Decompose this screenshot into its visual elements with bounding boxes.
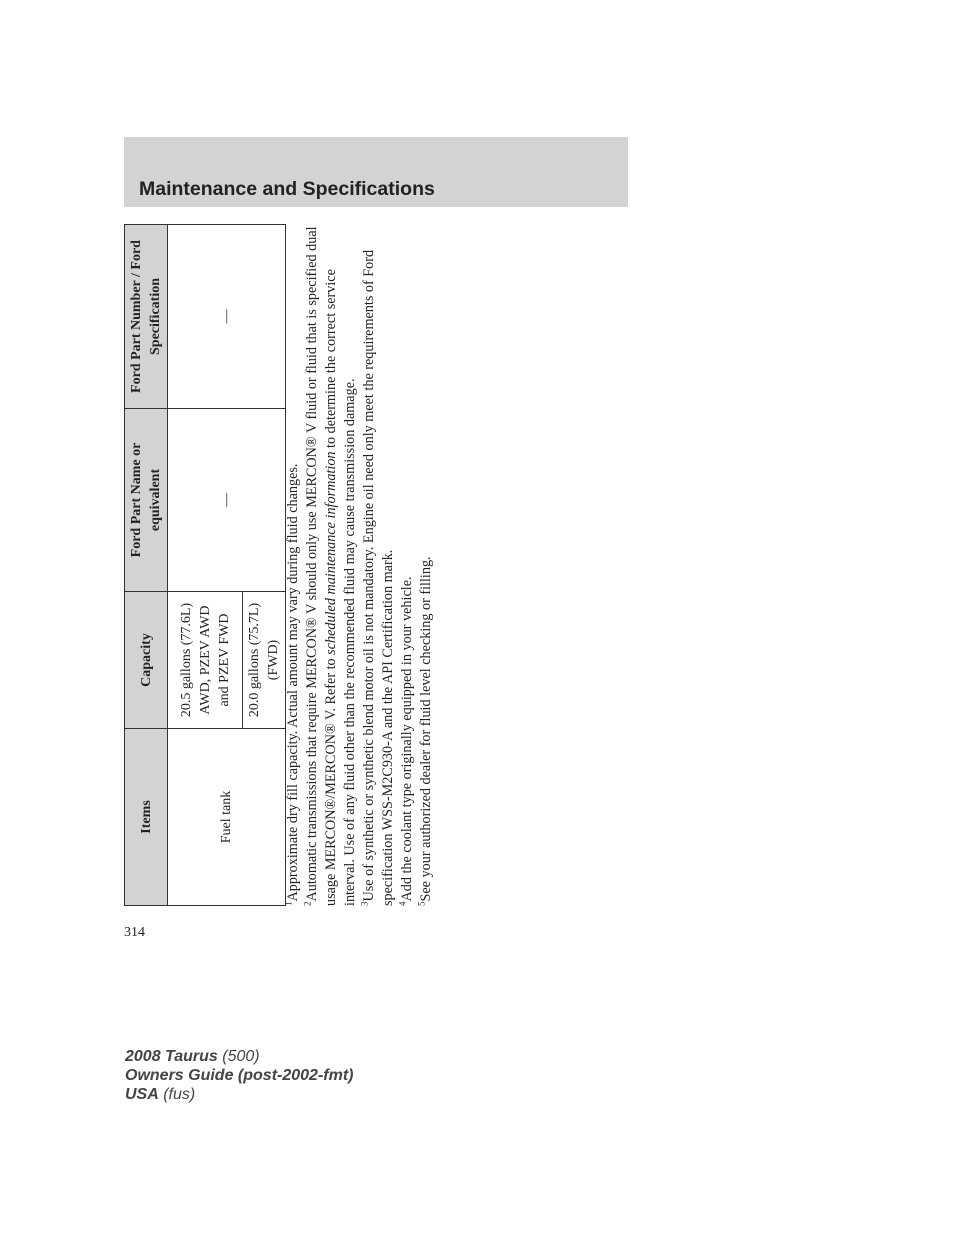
rotated-content-inner xyxy=(124,225,484,906)
footnote-mark: 3 xyxy=(359,901,370,906)
footer-line-2: Owners Guide (post-2002-fmt) xyxy=(125,1067,354,1084)
column-header-capacity: Capacity xyxy=(125,592,168,729)
cell-capacity-fwd: 20.0 gallons (75.7L) (FWD) xyxy=(243,592,286,729)
footnote-text: See your authorized dealer for fluid level checking or filling. xyxy=(418,556,434,902)
footer-line-3 xyxy=(125,1085,353,1104)
footnote-text: to determine the correct service interval. Use of any fluid other than the recommended fluid may cause transmission damage. xyxy=(323,269,358,906)
footnote-2 xyxy=(303,225,360,906)
fluid-capacity-table xyxy=(124,224,286,906)
footnote-5 xyxy=(417,225,436,906)
table-header-row xyxy=(125,225,168,906)
column-header-items: Items xyxy=(125,729,168,906)
cell-capacity-awd: 20.5 gallons (77.6L) AWD, PZEV AWD and PZEV FWD xyxy=(168,592,243,729)
footer-model: 2008 Taurus xyxy=(125,1048,218,1065)
cell-part-number: — xyxy=(168,225,286,409)
footnote-3 xyxy=(360,225,398,906)
footnote-mark: 1 xyxy=(283,901,294,906)
footnote-mark: 2 xyxy=(302,901,313,906)
footnote-text: Use of synthetic or synthetic blend motor oil is not mandatory. Engine oil need only meet the requirements of Ford specification WSS-M2C930-A and the API Certification mark. xyxy=(361,249,396,906)
footnote-mark: 5 xyxy=(416,901,427,906)
footer-market-code: (fus) xyxy=(158,1086,196,1103)
section-title: Maintenance and Specifications xyxy=(139,178,435,200)
footnote-text: Approximate dry fill capacity. Actual amount may vary during fluid changes. xyxy=(285,463,301,902)
footer-market: USA xyxy=(125,1086,159,1103)
footer-line-1 xyxy=(125,1047,353,1066)
footnote-text: Add the coolant type originally equipped in your vehicle. xyxy=(399,576,415,902)
footnote-emphasis: scheduled maintenance information xyxy=(323,451,339,655)
footnote-1 xyxy=(284,225,303,906)
footnotes xyxy=(284,225,436,906)
page-number: 314 xyxy=(124,925,145,940)
column-header-part-name: Ford Part Name or equivalent xyxy=(125,409,168,592)
rotated-content-area xyxy=(124,225,484,906)
column-header-part-number: Ford Part Number / Ford Specification xyxy=(125,225,168,409)
cell-item: Fuel tank xyxy=(168,729,286,906)
footnote-mark: 4 xyxy=(397,901,408,906)
footnote-4 xyxy=(398,225,417,906)
table-row xyxy=(168,225,243,906)
footnote-text: Automatic transmissions that require MERCON® V should only use MERCON® V fluid or fluid that is specified dual usage MERCON®/MERCON® V. Refer to xyxy=(304,226,339,906)
footer-model-code: (500) xyxy=(217,1048,260,1065)
cell-part-name: — xyxy=(168,409,286,592)
document-footer xyxy=(125,1047,353,1104)
